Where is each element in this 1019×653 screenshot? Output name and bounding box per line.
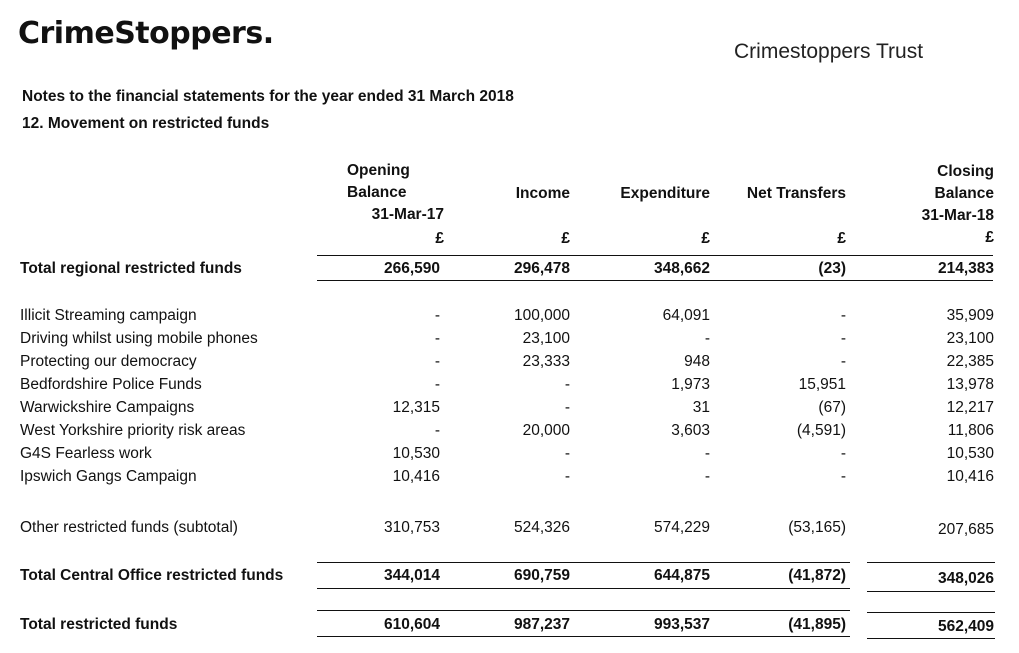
- cell-income: 23,333: [522, 353, 570, 370]
- cell-closing: 10,530: [946, 445, 994, 462]
- central-bottom-rule: [317, 588, 850, 589]
- cell-transfers: (4,591): [796, 422, 846, 439]
- cell-opening: -: [434, 353, 440, 370]
- cell-closing: 22,385: [946, 353, 994, 370]
- col-transfers-header: Net Transfers: [746, 185, 846, 202]
- cell-transfers: -: [840, 445, 846, 462]
- cell-closing: 10,416: [946, 468, 994, 485]
- cell-income: -: [564, 399, 570, 416]
- cell-transfers: -: [840, 353, 846, 370]
- col-closing-header: [880, 161, 994, 249]
- col-opening-date: 31-Mar-17: [371, 206, 444, 223]
- total-top-rule: [317, 610, 850, 611]
- cell-expenditure: 993,537: [653, 616, 710, 633]
- cell-income: 690,759: [513, 567, 570, 584]
- cell-closing: 207,685: [937, 521, 994, 538]
- cell-closing: 23,100: [946, 330, 994, 347]
- col-income-header: Income: [515, 185, 570, 202]
- cell-income: 100,000: [513, 307, 570, 324]
- central-bottom-rule-closing: [867, 591, 995, 592]
- cell-transfers: 15,951: [798, 376, 846, 393]
- cell-opening: -: [434, 307, 440, 324]
- cell-transfers: (67): [818, 399, 846, 416]
- row-label: Ipswich Gangs Campaign: [20, 468, 197, 485]
- col-closing-line1: Closing: [937, 163, 994, 180]
- cell-transfers: -: [840, 330, 846, 347]
- cell-opening: 344,014: [383, 567, 440, 584]
- row-label: Other restricted funds (subtotal): [20, 519, 238, 536]
- row-label: Bedfordshire Police Funds: [20, 376, 202, 393]
- org-name: Crimestoppers Trust: [734, 40, 924, 63]
- col-closing-date: 31-Mar-18: [921, 207, 994, 224]
- cell-opening: 10,416: [392, 468, 440, 485]
- cell-opening: 10,530: [392, 445, 440, 462]
- cell-transfers: -: [840, 307, 846, 324]
- cell-closing: 12,217: [946, 399, 994, 416]
- cell-transfers: -: [840, 468, 846, 485]
- cell-opening: 310,753: [383, 519, 440, 536]
- row-label: G4S Fearless work: [20, 445, 152, 462]
- cell-expenditure: 644,875: [653, 567, 710, 584]
- cell-closing: 214,383: [937, 260, 994, 277]
- row-label: Total Central Office restricted funds: [20, 567, 284, 584]
- cell-expenditure: 1,973: [671, 376, 710, 393]
- cell-transfers: (41,872): [788, 567, 846, 584]
- row-label: Total regional restricted funds: [20, 260, 242, 277]
- regional-bottom-rule: [317, 280, 993, 281]
- col-opening-line2: Balance: [347, 184, 407, 201]
- total-top-rule-closing: [867, 612, 995, 613]
- regional-top-rule: [317, 255, 993, 256]
- cell-opening: -: [434, 422, 440, 439]
- cell-expenditure: 3,603: [671, 422, 710, 439]
- cell-expenditure: 64,091: [662, 307, 710, 324]
- cell-expenditure: 31: [692, 399, 710, 416]
- row-label: Protecting our democracy: [20, 353, 197, 370]
- cell-closing: 35,909: [946, 307, 994, 324]
- cell-expenditure: 574,229: [653, 519, 710, 536]
- cell-opening: -: [434, 376, 440, 393]
- cell-income: -: [564, 468, 570, 485]
- cell-income: 987,237: [513, 616, 570, 633]
- cell-expenditure: 348,662: [653, 260, 710, 277]
- row-label: Total restricted funds: [20, 616, 178, 633]
- cell-closing: 13,978: [946, 376, 994, 393]
- section-title: 12. Movement on restricted funds: [22, 115, 270, 132]
- cell-income: 20,000: [522, 422, 570, 439]
- cell-closing: 348,026: [937, 570, 994, 587]
- cell-expenditure: -: [704, 330, 710, 347]
- col-opening-currency: £: [435, 230, 444, 247]
- cell-income: -: [564, 376, 570, 393]
- col-income-currency: £: [561, 230, 570, 247]
- row-label: Illicit Streaming campaign: [20, 307, 197, 324]
- col-transfers-currency: £: [837, 230, 846, 247]
- col-opening-line1: Opening: [347, 162, 410, 179]
- cell-income: 23,100: [522, 330, 570, 347]
- central-top-rule: [317, 562, 850, 563]
- cell-opening: -: [434, 330, 440, 347]
- cell-expenditure: -: [704, 445, 710, 462]
- col-closing-currency: £: [985, 229, 994, 246]
- cell-closing: 11,806: [947, 422, 994, 439]
- cell-opening: 12,315: [392, 399, 440, 416]
- cell-closing: 562,409: [937, 618, 994, 635]
- col-closing-line2: Balance: [934, 185, 994, 202]
- cell-expenditure: 948: [684, 353, 710, 370]
- col-expenditure-header: Expenditure: [620, 185, 710, 202]
- cell-income: 524,326: [513, 519, 570, 536]
- cell-transfers: (23): [818, 260, 846, 277]
- row-label: Warwickshire Campaigns: [20, 399, 195, 416]
- cell-opening: 610,604: [383, 616, 440, 633]
- cell-income: 296,478: [513, 260, 570, 277]
- row-label: Driving whilst using mobile phones: [20, 330, 258, 347]
- total-bottom-rule-closing: [867, 638, 995, 639]
- central-top-rule-closing: [867, 562, 995, 563]
- cell-transfers: (53,165): [788, 519, 846, 536]
- cell-opening: 266,590: [383, 260, 440, 277]
- crimestoppers-logo: CrimeStoppers.: [18, 16, 274, 51]
- cell-expenditure: -: [704, 468, 710, 485]
- cell-transfers: (41,895): [788, 616, 846, 633]
- col-expenditure-currency: £: [701, 230, 710, 247]
- total-bottom-rule: [317, 636, 850, 637]
- notes-title: Notes to the financial statements for the year ended 31 March 2018: [22, 88, 514, 105]
- row-label: West Yorkshire priority risk areas: [20, 422, 246, 439]
- cell-income: -: [564, 445, 570, 462]
- col-opening-header: [347, 160, 410, 204]
